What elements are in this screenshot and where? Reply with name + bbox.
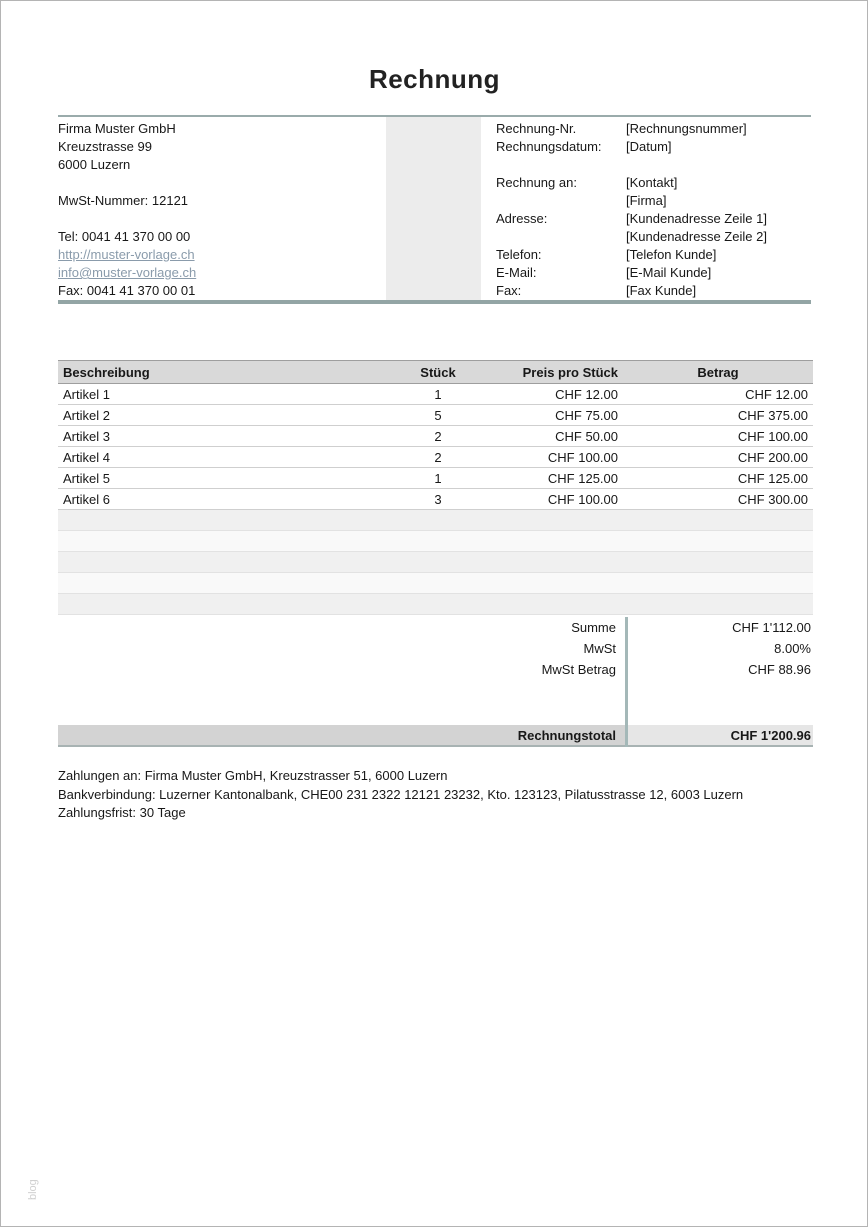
summary-label: MwSt Betrag [541, 662, 616, 677]
item-row [58, 384, 813, 405]
item-description: Artikel 6 [58, 489, 388, 510]
payment-terms-line: Zahlungsfrist: 30 Tage [58, 805, 186, 820]
item-quantity: 2 [388, 426, 488, 447]
summary-value: CHF 88.96 [748, 662, 811, 677]
item-description: Artikel 3 [58, 426, 388, 447]
item-quantity: 2 [388, 447, 488, 468]
grand-total-row [58, 725, 813, 747]
meta-value: [Telefon Kunde] [626, 247, 717, 262]
meta-value: [E-Mail Kunde] [626, 265, 712, 280]
empty-item-row [58, 531, 813, 552]
meta-row-invoice-date [496, 138, 811, 156]
column-header-description: Beschreibung [58, 361, 388, 384]
empty-item-row [58, 594, 813, 615]
sender-phone: Tel: 0041 41 370 00 00 [58, 229, 191, 244]
item-amount: CHF 125.00 [623, 468, 813, 489]
summary-row-vat-rate [58, 638, 813, 659]
meta-row-address-2 [496, 228, 811, 246]
line-items-table [58, 360, 813, 615]
invoice-header-section [58, 115, 811, 304]
sender-street: Kreuzstrasse 99 [58, 139, 152, 154]
meta-label: Rechnungsdatum: [496, 139, 602, 154]
summary-row-subtotal [58, 617, 813, 638]
item-description: Artikel 4 [58, 447, 388, 468]
spacer-row [58, 210, 386, 228]
meta-label [496, 192, 626, 210]
summary-row-vat-amount [58, 659, 813, 680]
meta-value: [Kundenadresse Zeile 1] [626, 211, 767, 226]
sender-website-link[interactable]: http://muster-vorlage.ch [58, 247, 195, 262]
grand-total-label: Rechnungstotal [58, 725, 625, 745]
meta-row-invoice-number [496, 120, 811, 138]
grand-total-value: CHF 1'200.96 [625, 725, 813, 745]
sender-email-link[interactable]: info@muster-vorlage.ch [58, 265, 197, 280]
item-row [58, 468, 813, 489]
item-unit-price: CHF 100.00 [488, 489, 623, 510]
column-header-quantity: Stück [388, 361, 488, 384]
item-quantity: 1 [388, 468, 488, 489]
meta-label: Rechnung-Nr. [496, 121, 577, 136]
summary-divider-line [625, 617, 628, 747]
meta-label: Adresse: [496, 211, 548, 226]
invoice-meta-block [481, 117, 811, 300]
empty-item-row [58, 552, 813, 573]
item-quantity: 5 [388, 405, 488, 426]
meta-label: Telefon: [496, 247, 542, 262]
empty-item-row [58, 573, 813, 594]
meta-value: [Rechnungsnummer] [626, 121, 747, 136]
spacer-row [496, 156, 811, 174]
item-unit-price: CHF 100.00 [488, 447, 623, 468]
column-header-amount: Betrag [623, 361, 813, 384]
column-header-unit-price: Preis pro Stück [488, 361, 623, 384]
item-quantity: 3 [388, 489, 488, 510]
page-title: Rechnung [368, 64, 501, 94]
meta-value: [Datum] [626, 139, 672, 154]
table-header-row [58, 361, 813, 384]
summary-section [58, 617, 813, 747]
watermark-text: blog [27, 1179, 39, 1200]
meta-label: Rechnung an: [496, 175, 577, 190]
spacer-row [58, 174, 386, 192]
summary-label: MwSt [583, 641, 616, 656]
meta-row-recipient-contact [496, 174, 811, 192]
sender-fax: Fax: 0041 41 370 00 01 [58, 283, 196, 298]
summary-gap [58, 680, 813, 725]
meta-row-fax [496, 282, 811, 300]
summary-value: CHF 1'112.00 [732, 620, 811, 635]
meta-value: [Firma] [626, 193, 667, 208]
meta-label [496, 228, 626, 246]
item-amount: CHF 300.00 [623, 489, 813, 510]
meta-row-phone [496, 246, 811, 264]
summary-label: Summe [571, 620, 616, 635]
meta-row-address-1 [496, 210, 811, 228]
payment-info-block [58, 767, 811, 823]
item-amount: CHF 100.00 [623, 426, 813, 447]
item-row [58, 489, 813, 510]
sender-company: Firma Muster GmbH [58, 121, 176, 136]
bank-details-line: Bankverbindung: Luzerner Kantonalbank, CHE00 231 2322 12121 23232, Kto. 123123, Pilatusstrasse 12, 6003 Luzern [58, 786, 744, 802]
item-unit-price: CHF 75.00 [488, 405, 623, 426]
meta-label: E-Mail: [496, 265, 537, 280]
sender-city: 6000 Luzern [58, 157, 131, 172]
item-unit-price: CHF 50.00 [488, 426, 623, 447]
item-unit-price: CHF 125.00 [488, 468, 623, 489]
item-row [58, 447, 813, 468]
meta-row-recipient-company [496, 192, 811, 210]
item-description: Artikel 2 [58, 405, 388, 426]
item-row [58, 405, 813, 426]
item-quantity: 1 [388, 384, 488, 405]
item-amount: CHF 375.00 [623, 405, 813, 426]
header-shade-column [386, 117, 481, 300]
item-description: Artikel 1 [58, 384, 388, 405]
item-row [58, 426, 813, 447]
item-description: Artikel 5 [58, 468, 388, 489]
meta-row-email [496, 264, 811, 282]
item-unit-price: CHF 12.00 [488, 384, 623, 405]
sender-vat-number: MwSt-Nummer: 12121 [58, 193, 189, 208]
item-amount: CHF 12.00 [623, 384, 813, 405]
page-content [1, 63, 867, 823]
item-amount: CHF 200.00 [623, 447, 813, 468]
empty-item-row [58, 510, 813, 531]
meta-value: [Kundenadresse Zeile 2] [626, 229, 767, 244]
payment-to-line: Zahlungen an: Firma Muster GmbH, Kreuzstrasser 51, 6000 Luzern [58, 768, 448, 783]
sender-block [58, 117, 386, 300]
meta-value: [Kontakt] [626, 175, 678, 190]
meta-value: [Fax Kunde] [626, 283, 697, 298]
meta-label: Fax: [496, 283, 522, 298]
summary-value: 8.00% [774, 641, 811, 656]
